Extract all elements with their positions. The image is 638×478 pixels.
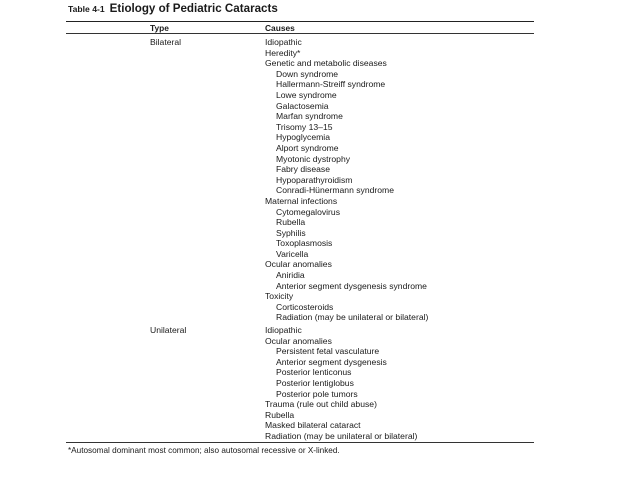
type-cell: Unilateral <box>150 325 187 336</box>
cause-subitem: Posterior lentiglobus <box>276 378 354 388</box>
cause-subitem: Posterior pole tumors <box>276 388 358 399</box>
cause-item: Ocular anomalies <box>265 259 332 270</box>
cause-subitem: Anterior segment dysgenesis <box>276 356 387 367</box>
cause-subitem: Lowe syndrome <box>276 89 337 100</box>
cause-item: Radiation (may be unilateral or bilateral) <box>265 430 418 441</box>
cause-item: Heredity* <box>265 47 301 58</box>
cause-subitem: Trisomy 13–15 <box>276 121 333 132</box>
etiology-table <box>66 2 534 455</box>
cause-subitem: Persistent fetal vasculature <box>276 346 380 357</box>
cause-subitem: Rubella <box>276 217 306 228</box>
table-caption <box>66 2 534 21</box>
bottom-rule <box>66 442 534 443</box>
table-number: Table 4-1 <box>68 4 105 14</box>
header-type: Type <box>150 23 169 33</box>
cause-item: Toxicity <box>265 291 294 302</box>
cause-subitem: Conradi-Hünermann syndrome <box>276 185 394 196</box>
cause-subitem: Fabry disease <box>276 164 330 175</box>
cause-subitem: Myotonic dystrophy <box>276 153 351 164</box>
cause-subitem: Marfan syndrome <box>276 111 343 122</box>
cause-subitem: Galactosemia <box>276 100 329 111</box>
cause-subitem: Hypoparathyroidism <box>276 174 353 185</box>
cause-subitem: Syphilis <box>276 227 306 238</box>
cause-item: Idiopathic <box>265 325 302 336</box>
header-rule <box>66 33 534 34</box>
header-row <box>66 22 534 33</box>
cause-subitem: Corticosteroids <box>276 301 334 312</box>
table-footnote: *Autosomal dominant most common; also autosomal recessive or X-linked. <box>68 445 340 455</box>
cause-subitem: Alport syndrome <box>276 142 339 153</box>
cause-subitem: Down syndrome <box>276 68 339 79</box>
cause-item: Ocular anomalies <box>265 335 332 346</box>
cause-subitem: Anterior segment dysgenesis syndrome <box>276 280 427 291</box>
cause-subitem: Toxoplasmosis <box>276 238 333 249</box>
cause-subitem: Hallermann-Streiff syndrome <box>276 79 386 90</box>
cause-subitem: Aniridia <box>276 270 305 281</box>
cause-item: Idiopathic <box>265 37 302 47</box>
cause-subitem: Varicella <box>276 248 309 259</box>
cause-subitem: Radiation (may be unilateral or bilateral) <box>276 312 429 323</box>
table-body <box>66 37 534 442</box>
causes-cell <box>265 37 534 323</box>
cause-subitem: Hypoglycemia <box>276 132 330 143</box>
table-title: Etiology of Pediatric Cataracts <box>109 2 278 15</box>
header-causes: Causes <box>265 23 295 33</box>
cause-subitem: Cytomegalovirus <box>276 206 340 217</box>
causes-cell <box>265 325 534 442</box>
type-cell: Bilateral <box>150 37 182 47</box>
cause-item: Maternal infections <box>265 195 338 206</box>
cause-item: Trauma (rule out child abuse) <box>265 399 377 410</box>
cause-item: Masked bilateral cataract <box>265 420 361 431</box>
table-row-unilateral <box>66 325 534 442</box>
cause-item: Rubella <box>265 409 295 420</box>
table-row-bilateral <box>66 37 534 323</box>
cause-subitem: Posterior lenticonus <box>276 367 352 378</box>
cause-item: Genetic and metabolic diseases <box>265 58 387 69</box>
